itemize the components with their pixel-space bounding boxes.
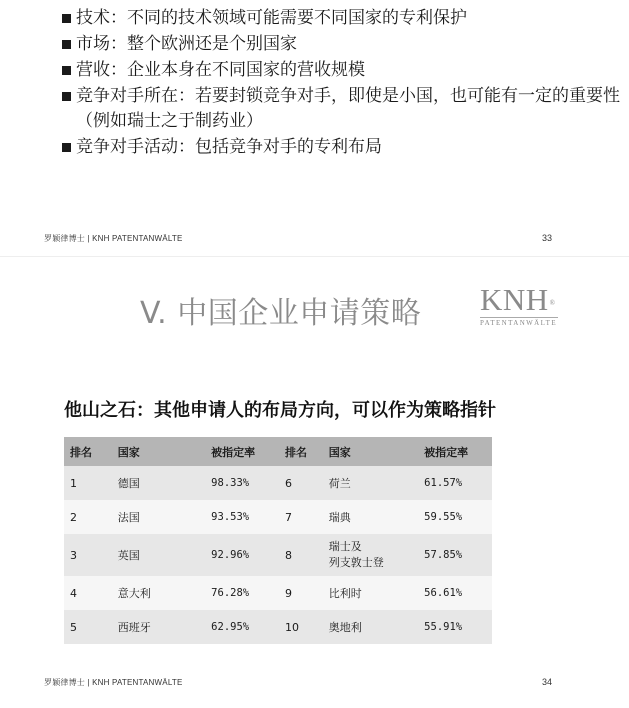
bullet-list [60,6,620,161]
cell-rate: 62.95% [205,610,279,644]
cell-country: 德国 [112,466,205,500]
slide-subtitle: 他山之石：其他申请人的布局方向，可以作为策略指针 [64,400,496,421]
cell-rank: 6 [279,466,323,500]
cell-rank: 8 [279,534,323,576]
page-number: 33 [542,233,553,243]
table-row [64,576,492,610]
cell-country: 瑞士及 列支敦士登 [323,534,418,576]
bullet-text: 营收：企业本身在不同国家的营收规模 [76,60,365,80]
cell-country: 西班牙 [112,610,205,644]
cell-rate: 55.91% [418,610,492,644]
cell-country: 英国 [112,534,205,576]
cell-country: 荷兰 [323,466,418,500]
square-bullet-icon [62,143,71,152]
bullet-text: 竞争对手活动：包括竞争对手的专利布局 [76,137,382,157]
bullet-text: 市场：整个欧洲还是个别国家 [76,34,297,54]
cell-country: 比利时 [323,576,418,610]
bullet-item [60,84,620,134]
square-bullet-icon [62,14,71,23]
slide-title: V. 中国企业申请策略 [140,296,422,331]
cell-country: 法国 [112,500,205,534]
bullet-item [60,32,620,57]
cell-rank: 2 [64,500,112,534]
cell-rate: 59.55% [418,500,492,534]
bullet-item [60,135,620,160]
cell-rate: 98.33% [205,466,279,500]
header-country: 国家 [323,437,418,466]
table-row [64,466,492,500]
cell-rate: 57.85% [418,534,492,576]
cell-rank: 9 [279,576,323,610]
cell-rank: 7 [279,500,323,534]
header-rank: 排名 [279,437,323,466]
square-bullet-icon [62,92,71,101]
slide-divider [0,256,629,257]
cell-country: 瑞典 [323,500,418,534]
slide-footer: 罗颖律博士 | KNH PATENTANWÄLTE [44,234,183,243]
bullet-item [60,6,620,31]
slide-footer: 罗颖律博士 | KNH PATENTANWÄLTE [44,678,183,687]
logo-sub: PATENTANWÄLTE [480,319,558,327]
page-number: 34 [542,677,553,687]
cell-rate: 76.28% [205,576,279,610]
cell-rate: 93.53% [205,500,279,534]
cell-rank: 10 [279,610,323,644]
square-bullet-icon [62,66,71,75]
header-country: 国家 [112,437,205,466]
cell-rate: 61.57% [418,466,492,500]
header-rate: 被指定率 [418,437,492,466]
header-rate: 被指定率 [205,437,279,466]
table-row [64,500,492,534]
square-bullet-icon [62,40,71,49]
header-rank: 排名 [64,437,112,466]
bullet-text: 技术：不同的技术领域可能需要不同国家的专利保护 [76,8,467,28]
cell-rank: 4 [64,576,112,610]
logo-main: KNH [480,282,549,317]
cell-rate: 92.96% [205,534,279,576]
table-row [64,534,492,576]
logo-reg-mark: ® [549,299,556,307]
knh-logo [480,284,570,330]
table-row [64,610,492,644]
designation-rate-table [64,437,492,644]
cell-rank: 1 [64,466,112,500]
table-header-row [64,437,492,466]
bullet-item [60,58,620,83]
cell-rate: 56.61% [418,576,492,610]
bullet-text: 竞争对手所在：若要封锁竞争对手，即使是小国，也可能有一定的重要性（例如瑞士之于制药业） [76,86,620,131]
cell-country: 意大利 [112,576,205,610]
cell-country: 奥地利 [323,610,418,644]
cell-rank: 3 [64,534,112,576]
cell-rank: 5 [64,610,112,644]
